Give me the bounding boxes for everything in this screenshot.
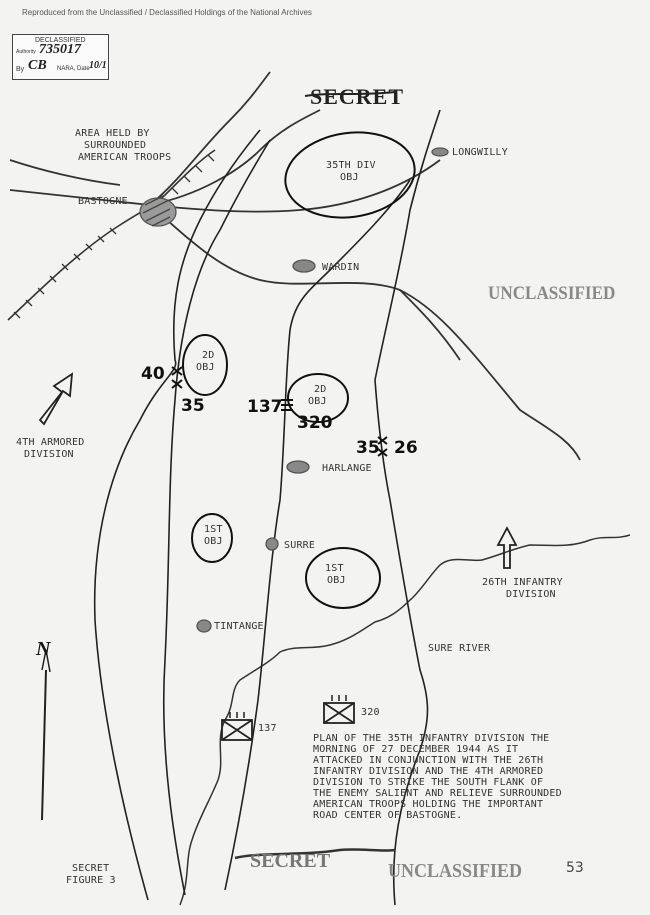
area-held-line-1: AREA HELD BY — [75, 128, 150, 139]
infantry-26-line-1: 26TH INFANTRY — [482, 577, 563, 588]
obj-2d-mid-line-1: 2D — [314, 384, 327, 395]
place-surre: SURRE — [284, 540, 316, 551]
infantry-arrow-icon — [498, 528, 516, 568]
by-label: By — [16, 66, 25, 73]
caption-line-7: AMERICAN TROOPS HOLDING THE IMPORTANT — [313, 799, 544, 810]
declassified-stamp — [12, 34, 109, 80]
obj-1st-right-line-2: OBJ — [327, 575, 346, 586]
unit-320-label: 320 — [361, 707, 380, 718]
caption-line-5: DIVISION TO STRIKE THE SOUTH FLANK OF — [313, 777, 544, 788]
authority-label: Authority — [16, 49, 36, 55]
place-harlange: HARLANGE — [322, 463, 372, 474]
boundary-mid-bottom: 320 — [297, 413, 333, 433]
place-tintange: TINTANGE — [214, 621, 264, 632]
figure-label-secret: SECRET — [72, 863, 110, 874]
north-arrow-icon — [42, 650, 50, 820]
area-held-line-2: SURROUNDED — [84, 140, 147, 151]
boundary-right-left: 35 — [356, 438, 380, 458]
obj-35th-div-line-2: OBJ — [340, 172, 359, 183]
obj-1st-right-line-1: 1ST — [325, 563, 344, 574]
place-longwilly: LONGWILLY — [452, 147, 508, 158]
obj-1st-left-line-2: OBJ — [204, 536, 223, 547]
boundary-mid-top: 137 — [247, 397, 283, 417]
surre-town-icon — [266, 538, 278, 550]
place-wardin: WARDIN — [322, 262, 360, 273]
unclassified-bottom-stamp: UNCLASSIFIED — [388, 860, 523, 882]
armored-arrow-icon — [40, 374, 72, 424]
caption-line-4: INFANTRY DIVISION AND THE 4TH ARMORED — [313, 766, 544, 777]
town-markers — [140, 148, 448, 632]
caption-line-8: ROAD CENTER OF BASTOGNE. — [313, 810, 463, 821]
figure-label-number: FIGURE 3 — [66, 875, 116, 886]
boundary-left-bottom: 35 — [181, 396, 205, 416]
boundary-left-top: 40 — [141, 364, 165, 384]
caption-line-6: THE ENEMY SALIENT AND RELIEVE SURROUNDED — [313, 788, 562, 799]
road-bastogne-wardin — [150, 205, 580, 460]
date-value: 10/1 — [89, 60, 107, 71]
page-mark: 53 — [566, 860, 584, 876]
caption-line-1: PLAN OF THE 35TH INFANTRY DIVISION THE — [313, 733, 550, 744]
obj-35th-div-line-1: 35TH DIV — [326, 160, 376, 171]
reproduction-note: Reproduced from the Unclassified / Declassified Holdings of the National Archives — [22, 8, 312, 17]
obj-2d-left-line-1: 2D — [202, 350, 215, 361]
boundary-left — [95, 130, 260, 900]
road-wardin-south — [400, 290, 460, 360]
wardin-town-icon — [293, 260, 315, 272]
road-west — [10, 160, 120, 185]
caption-line-2: MORNING OF 27 DECEMBER 1944 AS IT — [313, 744, 519, 755]
unit-320-symbol — [324, 695, 354, 723]
area-held-line-3: AMERICAN TROOPS — [78, 152, 172, 163]
obj-2d-left-line-2: OBJ — [196, 362, 215, 373]
declassified-title: DECLASSIFIED — [35, 37, 86, 44]
unit-137-label: 137 — [258, 723, 277, 734]
place-bastogne: BASTOGNE — [78, 196, 128, 207]
caption-line-3: ATTACKED IN CONJUNCTION WITH THE 26TH — [313, 755, 544, 766]
obj-2d-mid-line-2: OBJ — [308, 396, 327, 407]
north-label: N — [36, 638, 51, 660]
longwilly-town-icon — [432, 148, 448, 156]
infantry-26-line-2: DIVISION — [506, 589, 556, 600]
unclassified-middle-stamp: UNCLASSIFIED — [488, 283, 616, 304]
boundary-right-right: 26 — [394, 438, 418, 458]
secret-top-stamp: SECRET — [310, 84, 405, 109]
armored-division-line-2: DIVISION — [24, 449, 74, 460]
authority-value: 735017 — [39, 42, 81, 57]
secret-bottom-struck: SECRET — [250, 850, 331, 872]
caption — [313, 733, 562, 821]
harlange-town-icon — [287, 461, 309, 473]
armored-division-line-1: 4TH ARMORED — [16, 437, 85, 448]
by-value: CB — [28, 58, 47, 73]
place-sure-river: SURE RIVER — [428, 643, 491, 654]
nara-label: NARA, Date — [57, 66, 90, 72]
obj-1st-left-line-1: 1ST — [204, 524, 223, 535]
tintange-town-icon — [197, 620, 211, 632]
